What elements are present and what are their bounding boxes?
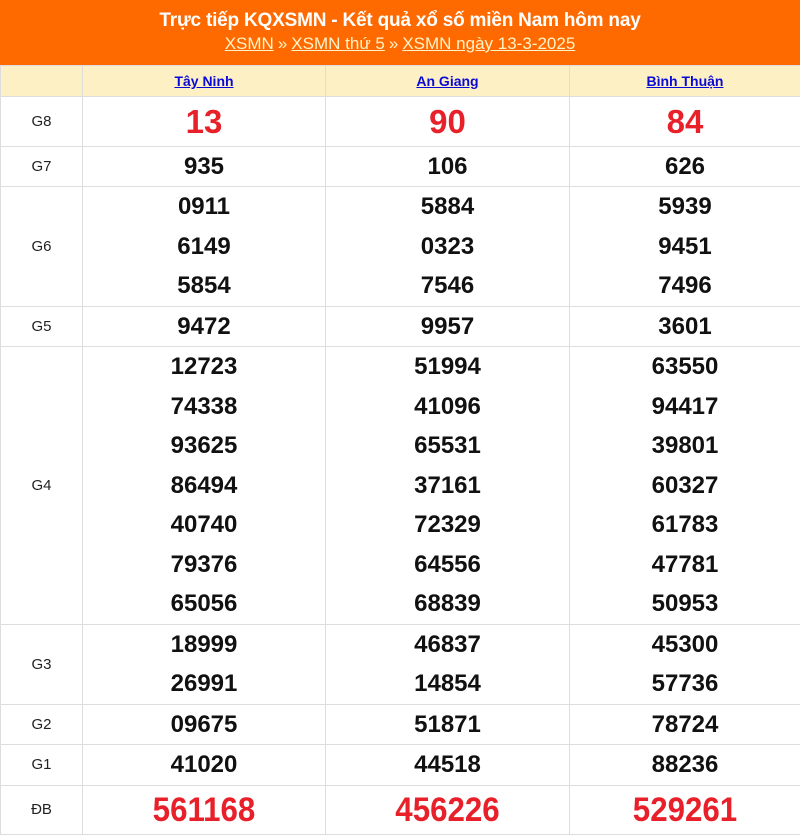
result-number: 529261 [579, 786, 791, 834]
header-prize-column [1, 66, 83, 97]
header-province [83, 66, 326, 97]
header-province [326, 66, 570, 97]
table-row-g7 [1, 147, 800, 187]
result-cell [570, 97, 800, 147]
result-number: 50953 [570, 584, 800, 624]
result-number: 41020 [83, 745, 325, 785]
result-cell [570, 704, 800, 745]
result-cell [83, 704, 326, 745]
prize-label: G8 [1, 97, 83, 147]
result-cell [570, 745, 800, 786]
result-number: 5884 [326, 187, 569, 227]
result-number: 9472 [83, 307, 325, 347]
result-number: 561168 [93, 786, 316, 834]
breadcrumb [0, 33, 800, 55]
result-number: 51871 [326, 705, 569, 745]
result-cell [570, 306, 800, 347]
result-number: 09675 [83, 705, 325, 745]
result-cell [83, 187, 326, 307]
prize-label: G3 [1, 624, 83, 704]
breadcrumb-xsmn[interactable]: XSMN [225, 34, 274, 53]
breadcrumb-separator: » [274, 34, 291, 53]
result-cell [570, 187, 800, 307]
result-number: 44518 [326, 745, 569, 785]
result-number: 51994 [326, 347, 569, 387]
result-number: 0911 [83, 187, 325, 227]
result-number: 626 [570, 147, 800, 186]
result-number: 90 [326, 97, 569, 146]
result-number: 64556 [326, 545, 569, 585]
prize-label: G4 [1, 347, 83, 625]
result-number: 26991 [83, 664, 325, 704]
result-cell [83, 624, 326, 704]
result-number: 68839 [326, 584, 569, 624]
result-number: 46837 [326, 625, 569, 665]
table-row-g4 [1, 347, 800, 625]
result-number: 12723 [83, 347, 325, 387]
breadcrumb-xsmn-thu-5[interactable]: XSMN thứ 5 [291, 34, 385, 53]
result-number: 84 [570, 97, 800, 146]
table-row-g8 [1, 97, 800, 147]
page-header [0, 0, 800, 65]
header-province [570, 66, 800, 97]
result-number: 7496 [570, 266, 800, 306]
result-number: 94417 [570, 387, 800, 427]
result-number: 72329 [326, 505, 569, 545]
result-number: 74338 [83, 387, 325, 427]
result-number: 13 [83, 97, 325, 146]
province-link-tay-ninh[interactable]: Tây Ninh [174, 73, 233, 89]
province-link-binh-thuan[interactable]: Bình Thuận [647, 73, 724, 89]
result-number: 7546 [326, 266, 569, 306]
result-cell [83, 306, 326, 347]
table-header-row [1, 66, 800, 97]
breadcrumb-xsmn-date[interactable]: XSMN ngày 13-3-2025 [402, 34, 575, 53]
result-cell [83, 347, 326, 625]
result-cell [83, 745, 326, 786]
result-number: 61783 [570, 505, 800, 545]
result-number: 88236 [570, 745, 800, 785]
result-number: 39801 [570, 426, 800, 466]
result-number: 40740 [83, 505, 325, 545]
result-number: 78724 [570, 705, 800, 745]
result-cell [326, 347, 570, 625]
result-cell [326, 97, 570, 147]
result-number: 37161 [326, 466, 569, 506]
result-number: 5854 [83, 266, 325, 306]
result-number: 93625 [83, 426, 325, 466]
result-cell [570, 147, 800, 187]
prize-label: G5 [1, 306, 83, 347]
result-number: 41096 [326, 387, 569, 427]
result-cell [326, 624, 570, 704]
result-number: 60327 [570, 466, 800, 506]
result-number: 79376 [83, 545, 325, 585]
table-row-g6 [1, 187, 800, 307]
table-row-g3 [1, 624, 800, 704]
result-number: 57736 [570, 664, 800, 704]
prize-label: G2 [1, 704, 83, 745]
result-number: 9957 [326, 307, 569, 347]
prize-label: G6 [1, 187, 83, 307]
result-number: 63550 [570, 347, 800, 387]
result-number: 3601 [570, 307, 800, 347]
result-cell [326, 704, 570, 745]
result-number: 9451 [570, 227, 800, 267]
result-number: 5939 [570, 187, 800, 227]
results-table [0, 65, 800, 835]
province-link-an-giang[interactable]: An Giang [416, 73, 478, 89]
result-number: 45300 [570, 625, 800, 665]
breadcrumb-separator: » [385, 34, 402, 53]
result-cell [326, 147, 570, 187]
result-number: 106 [326, 147, 569, 186]
result-cell [326, 745, 570, 786]
table-row-g1 [1, 745, 800, 786]
result-number: 0323 [326, 227, 569, 267]
result-number: 18999 [83, 625, 325, 665]
prize-label: G1 [1, 745, 83, 786]
result-number: 6149 [83, 227, 325, 267]
result-cell [83, 147, 326, 187]
page-title: Trực tiếp KQXSMN - Kết quả xổ số miền Nam hôm nay [0, 9, 800, 33]
table-row-g5 [1, 306, 800, 347]
result-number: 86494 [83, 466, 325, 506]
result-cell [83, 97, 326, 147]
result-cell [326, 306, 570, 347]
result-number: 14854 [326, 664, 569, 704]
result-cell [570, 347, 800, 625]
result-number: 65531 [326, 426, 569, 466]
result-cell [570, 624, 800, 704]
result-number: 935 [83, 147, 325, 186]
result-number: 65056 [83, 584, 325, 624]
prize-label: ĐB [1, 785, 83, 834]
result-number: 456226 [336, 786, 560, 834]
result-number: 47781 [570, 545, 800, 585]
prize-label: G7 [1, 147, 83, 187]
result-cell [326, 187, 570, 307]
table-row-g2 [1, 704, 800, 745]
